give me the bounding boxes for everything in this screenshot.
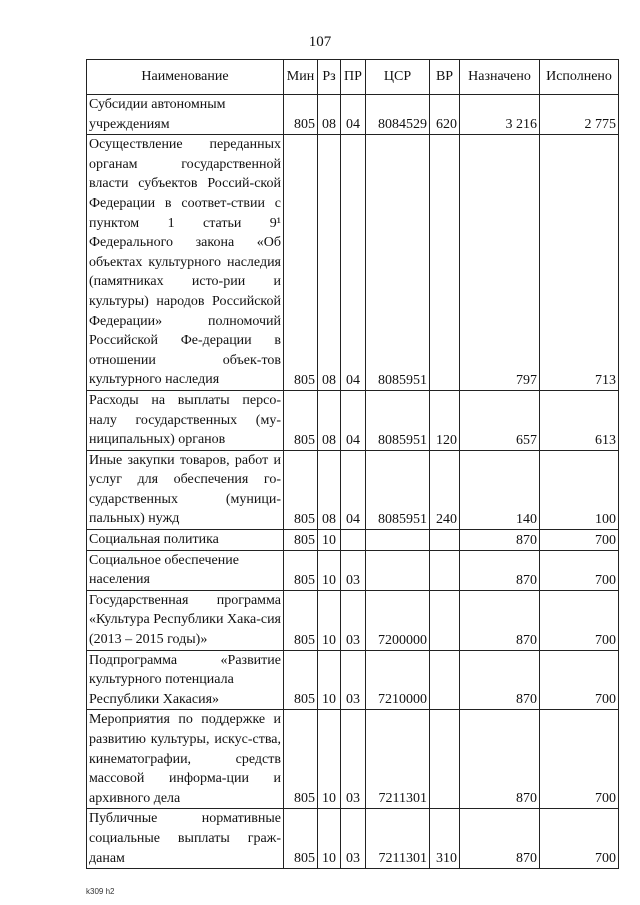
row-rz-cell: 10 <box>318 650 341 710</box>
row-name-cell: Социальное обеспечение населения <box>87 550 284 590</box>
row-assigned-cell: 797 <box>460 135 540 391</box>
row-csr-cell: 7211301 <box>366 710 430 809</box>
column-header-rz: Рз <box>318 60 341 95</box>
column-header-assigned: Назначено <box>460 60 540 95</box>
page-number: 107 <box>308 34 332 50</box>
row-executed-cell: 700 <box>540 710 619 809</box>
row-assigned-cell: 870 <box>460 809 540 869</box>
table-row <box>87 809 619 869</box>
row-pr-cell: 03 <box>341 550 366 590</box>
row-vr-cell: 240 <box>430 450 460 529</box>
row-vr-cell <box>430 135 460 391</box>
table-row <box>87 590 619 650</box>
table-row <box>87 530 619 551</box>
row-name-cell: Расходы на выплаты персо-налу государственных (му-ниципальных) органов <box>87 390 284 450</box>
footer-code: k309 h2 <box>86 887 115 896</box>
row-min-cell: 805 <box>284 95 318 135</box>
row-executed-cell: 700 <box>540 530 619 551</box>
table-row <box>87 95 619 135</box>
row-min-cell: 805 <box>284 135 318 391</box>
row-vr-cell: 310 <box>430 809 460 869</box>
row-name-cell: Государственная программа «Культура Республики Хака-сия (2013 – 2015 годы)» <box>87 590 284 650</box>
row-rz-cell: 10 <box>318 590 341 650</box>
row-pr-cell: 04 <box>341 135 366 391</box>
row-name-cell: Мероприятия по поддержке и развитию культуры, искус-ства, кинематографии, средств массовой информа-ции и архивного дела <box>87 710 284 809</box>
row-executed-cell: 700 <box>540 650 619 710</box>
table-row <box>87 650 619 710</box>
row-vr-cell: 120 <box>430 390 460 450</box>
row-assigned-cell: 870 <box>460 590 540 650</box>
row-min-cell: 805 <box>284 390 318 450</box>
row-min-cell: 805 <box>284 550 318 590</box>
row-assigned-cell: 870 <box>460 530 540 551</box>
row-rz-cell: 10 <box>318 809 341 869</box>
table-row <box>87 710 619 809</box>
row-rz-cell: 08 <box>318 450 341 529</box>
row-min-cell: 805 <box>284 710 318 809</box>
row-executed-cell: 700 <box>540 550 619 590</box>
column-header-executed: Исполнено <box>540 60 619 95</box>
row-assigned-cell: 140 <box>460 450 540 529</box>
table-row <box>87 450 619 529</box>
row-csr-cell <box>366 550 430 590</box>
row-assigned-cell: 870 <box>460 650 540 710</box>
row-csr-cell <box>366 530 430 551</box>
row-csr-cell: 7211301 <box>366 809 430 869</box>
budget-table <box>86 59 619 869</box>
row-csr-cell: 8084529 <box>366 95 430 135</box>
row-name-cell: Осуществление переданных органам государственной власти субъектов Россий-ской Федерации в соответ-ствии с пунктом 1 статьи 9¹ Федерального закона «Об объектах культурного наследия (памятниках исто-рии и культуры) народов Российской Федерации» полномочий Российской Фе-дерации в отношении объек-тов культурного наследия <box>87 135 284 391</box>
row-executed-cell: 100 <box>540 450 619 529</box>
table-row <box>87 390 619 450</box>
row-csr-cell: 8085951 <box>366 135 430 391</box>
table-header-row <box>87 60 619 95</box>
row-vr-cell: 620 <box>430 95 460 135</box>
row-min-cell: 805 <box>284 590 318 650</box>
column-header-min: Мин <box>284 60 318 95</box>
row-pr-cell: 04 <box>341 95 366 135</box>
row-name-cell: Публичные нормативные социальные выплаты граж-данам <box>87 809 284 869</box>
row-executed-cell: 700 <box>540 809 619 869</box>
row-min-cell: 805 <box>284 809 318 869</box>
row-vr-cell <box>430 710 460 809</box>
row-pr-cell: 03 <box>341 650 366 710</box>
column-header-csr: ЦСР <box>366 60 430 95</box>
row-rz-cell: 10 <box>318 530 341 551</box>
row-vr-cell <box>430 550 460 590</box>
column-header-name: Наименование <box>87 60 284 95</box>
row-executed-cell: 713 <box>540 135 619 391</box>
row-rz-cell: 10 <box>318 710 341 809</box>
row-name-cell: Иные закупки товаров, работ и услуг для обеспечения го-сударственных (муници-пальных) нужд <box>87 450 284 529</box>
row-executed-cell: 2 775 <box>540 95 619 135</box>
row-rz-cell: 08 <box>318 390 341 450</box>
row-min-cell: 805 <box>284 650 318 710</box>
row-pr-cell: 03 <box>341 710 366 809</box>
row-vr-cell <box>430 650 460 710</box>
row-executed-cell: 613 <box>540 390 619 450</box>
row-csr-cell: 7210000 <box>366 650 430 710</box>
row-csr-cell: 8085951 <box>366 450 430 529</box>
row-vr-cell <box>430 530 460 551</box>
row-vr-cell <box>430 590 460 650</box>
row-min-cell: 805 <box>284 450 318 529</box>
row-assigned-cell: 657 <box>460 390 540 450</box>
row-pr-cell <box>341 530 366 551</box>
row-rz-cell: 08 <box>318 95 341 135</box>
row-rz-cell: 10 <box>318 550 341 590</box>
row-csr-cell: 7200000 <box>366 590 430 650</box>
row-csr-cell: 8085951 <box>366 390 430 450</box>
row-executed-cell: 700 <box>540 590 619 650</box>
row-pr-cell: 03 <box>341 590 366 650</box>
column-header-vr: ВР <box>430 60 460 95</box>
row-min-cell: 805 <box>284 530 318 551</box>
row-assigned-cell: 3 216 <box>460 95 540 135</box>
row-rz-cell: 08 <box>318 135 341 391</box>
column-header-pr: ПР <box>341 60 366 95</box>
row-name-cell: Субсидии автономным учреждениям <box>87 95 284 135</box>
table-row <box>87 550 619 590</box>
row-pr-cell: 04 <box>341 450 366 529</box>
table-row <box>87 135 619 391</box>
row-pr-cell: 03 <box>341 809 366 869</box>
row-assigned-cell: 870 <box>460 710 540 809</box>
row-pr-cell: 04 <box>341 390 366 450</box>
row-assigned-cell: 870 <box>460 550 540 590</box>
row-name-cell: Подпрограмма «Развитие культурного потенциала Республики Хакасия» <box>87 650 284 710</box>
row-name-cell: Социальная политика <box>87 530 284 551</box>
